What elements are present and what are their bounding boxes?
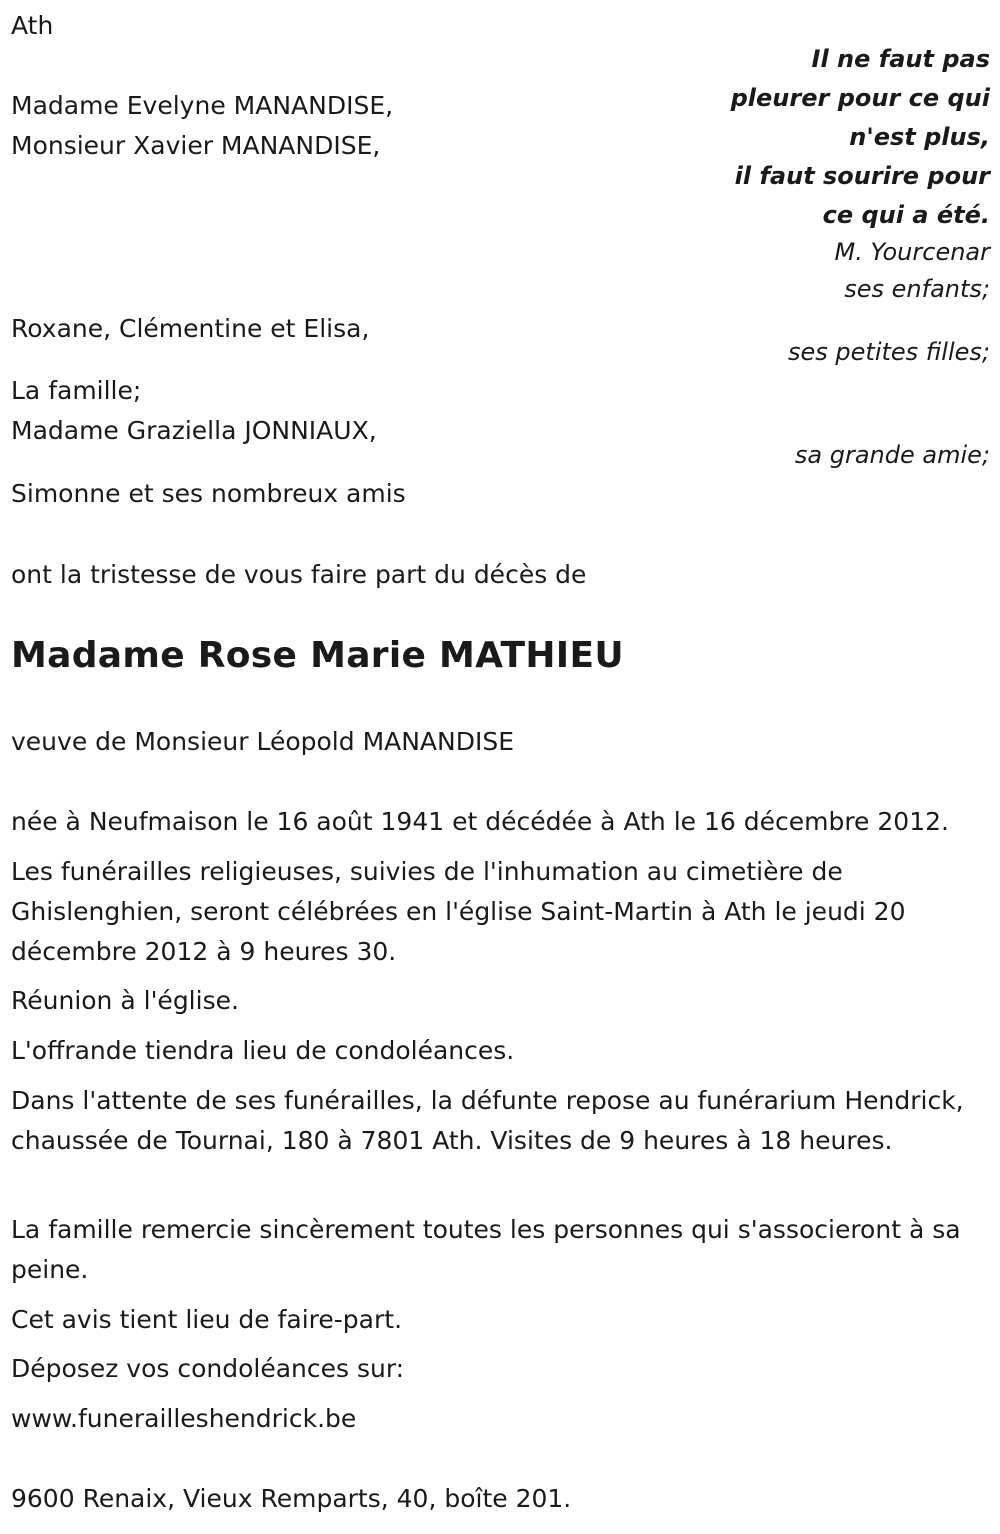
gathering-note: Réunion à l'église.	[11, 986, 239, 1015]
quote-author: M. Yourcenar	[834, 238, 990, 266]
offering-note: L'offrande tiendra lieu de condoléances.	[11, 1036, 515, 1065]
grandchildren-names: Roxane, Clémentine et Elisa,	[11, 314, 370, 343]
birth-death: née à Neufmaison le 16 août 1941 et décédée à Ath le 16 décembre 2012.	[11, 807, 949, 836]
quote-line: il faut sourire pour	[734, 162, 990, 190]
others-line: Simonne et ses nombreux amis	[11, 479, 406, 508]
quote-block	[731, 40, 990, 235]
quote-line: Il ne faut pas	[811, 45, 990, 73]
deceased-name: Madame Rose Marie MATHIEU	[11, 635, 624, 676]
location: Ath	[11, 11, 54, 40]
condolences-prompt: Déposez vos condoléances sur:	[11, 1354, 405, 1383]
website-link[interactable]: www.funerailleshendrick.be	[11, 1404, 357, 1433]
friend-name: Madame Graziella JONNIAUX,	[11, 416, 377, 445]
notice-note: Cet avis tient lieu de faire-part.	[11, 1305, 403, 1334]
funeral-details: Les funérailles religieuses, suivies de l'inhumation au cimetière de Ghislenghien, seront célébrées en l'église Saint-Martin à Ath le jeudi 20 décembre 2012 à 9 heures 30.	[11, 857, 906, 966]
family-line: La famille;	[11, 376, 142, 405]
friend-label: sa grande amie;	[794, 441, 990, 469]
thanks-note: La famille remercie sincèrement toutes les personnes qui s'associeront à sa peine.	[11, 1215, 961, 1284]
address: 9600 Renaix, Vieux Remparts, 40, boîte 201.	[11, 1484, 572, 1513]
announcement: ont la tristesse de vous faire part du décès de	[11, 560, 587, 589]
children-label: ses enfants;	[844, 275, 990, 303]
child-name: Monsieur Xavier MANANDISE,	[11, 131, 381, 160]
quote-line: pleurer pour ce qui	[730, 84, 990, 112]
grandchildren-label: ses petites filles;	[788, 338, 990, 366]
widow-of: veuve de Monsieur Léopold MANANDISE	[11, 727, 515, 756]
child-name: Madame Evelyne MANANDISE,	[11, 91, 394, 120]
funerarium-details: Dans l'attente de ses funérailles, la défunte repose au funérarium Hendrick, chaussée de Tournai, 180 à 7801 Ath. Visites de 9 heures à 18 heures.	[11, 1086, 964, 1155]
quote-line: ce qui a été.	[822, 201, 990, 229]
quote-line: n'est plus,	[849, 123, 990, 151]
